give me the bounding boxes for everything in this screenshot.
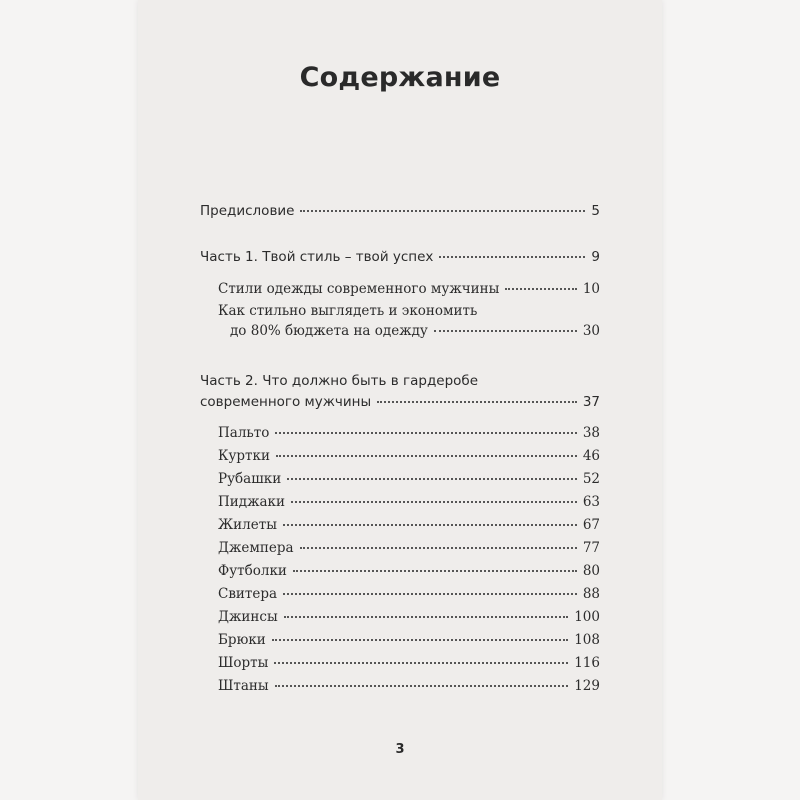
toc-entry-label: до 80% бюджета на одежду [230, 323, 428, 339]
toc-entry-sweaters [218, 586, 600, 602]
toc-leader-dots [275, 432, 576, 434]
toc-entry-label: современного мужчины [200, 394, 372, 410]
page-number: 3 [395, 742, 405, 757]
toc-entry-styles [218, 281, 600, 297]
toc-leader-dots [439, 256, 585, 258]
toc-entry-jeans [218, 609, 600, 625]
toc-leader-dots [276, 455, 577, 457]
toc-entry-vests [218, 517, 600, 533]
toc-entry-coats [218, 425, 600, 441]
toc-entry-page: 100 [574, 609, 600, 625]
toc-entry-jumpers [218, 540, 600, 556]
toc-leader-dots [293, 570, 577, 572]
toc-entry-page: 52 [582, 471, 600, 487]
toc-entry-page: 9 [591, 249, 600, 265]
book-page [138, 0, 662, 800]
toc-entry-page: 5 [591, 203, 600, 219]
toc-leader-dots [377, 401, 577, 403]
toc-entry-page: 129 [574, 678, 600, 694]
toc-entry-page: 46 [582, 448, 600, 464]
toc-entry-label: Предисловие [200, 203, 295, 219]
toc-entry-page: 108 [574, 632, 600, 648]
toc-entry-label: Жилеты [218, 517, 277, 533]
toc-entry-page: 77 [582, 540, 600, 556]
toc-entry-line: Как стильно выглядеть и экономить [218, 303, 478, 319]
toc-entry-preface [200, 203, 600, 219]
toc-leader-dots [272, 639, 568, 641]
toc-leader-dots [275, 685, 569, 687]
toc-entry-page: 37 [582, 394, 600, 410]
toc-entry-label: Стили одежды современного мужчины [218, 281, 500, 297]
toc-entry-page: 10 [582, 281, 600, 297]
toc-leader-dots [300, 547, 577, 549]
toc-entry-label: Штаны [218, 678, 269, 694]
toc-leader-dots [291, 501, 577, 503]
toc-entry-label: Часть 1. Твой стиль – твой успех [200, 249, 434, 265]
toc-entry-page: 67 [582, 517, 600, 533]
toc-leader-dots [300, 210, 585, 212]
toc-entry-label: Шорты [218, 655, 269, 671]
toc-entry-label: Джемпера [218, 540, 294, 556]
toc-leader-dots [274, 662, 568, 664]
toc-leader-dots [283, 593, 577, 595]
toc-entry-jackets [218, 448, 600, 464]
toc-entry-label: Пальто [218, 425, 270, 441]
toc-entry-page: 63 [582, 494, 600, 510]
page-title: Содержание [299, 62, 501, 93]
toc-entry-label: Рубашки [218, 471, 282, 487]
toc-entry-line: Часть 2. Что должно быть в гардеробе [200, 373, 479, 389]
toc-entry-page: 30 [582, 323, 600, 339]
toc-entry-label: Свитера [218, 586, 278, 602]
toc-entry-page: 88 [582, 586, 600, 602]
toc-leader-dots [287, 478, 577, 480]
toc-entry-pants [218, 678, 600, 694]
toc-entry-part-2 [200, 394, 600, 410]
toc-entry-label: Пиджаки [218, 494, 285, 510]
toc-entry-label: Брюки [218, 632, 266, 648]
toc-entry-page: 116 [574, 655, 600, 671]
toc-entry-shirts [218, 471, 600, 487]
toc-leader-dots [284, 616, 569, 618]
toc-entry-label: Джинсы [218, 609, 278, 625]
toc-entry-budget [230, 323, 600, 339]
toc-entry-page: 38 [582, 425, 600, 441]
toc-entry-blazers [218, 494, 600, 510]
toc-entry-part-1 [200, 249, 600, 265]
toc-leader-dots [505, 288, 576, 290]
toc-entry-page: 80 [582, 563, 600, 579]
toc-entry-label: Футболки [218, 563, 287, 579]
toc-entry-label: Куртки [218, 448, 270, 464]
toc-leader-dots [434, 330, 577, 332]
toc-entry-trousers [218, 632, 600, 648]
toc-entry-tshirts [218, 563, 600, 579]
table-of-contents [138, 0, 662, 800]
toc-leader-dots [283, 524, 577, 526]
toc-entry-shorts [218, 655, 600, 671]
